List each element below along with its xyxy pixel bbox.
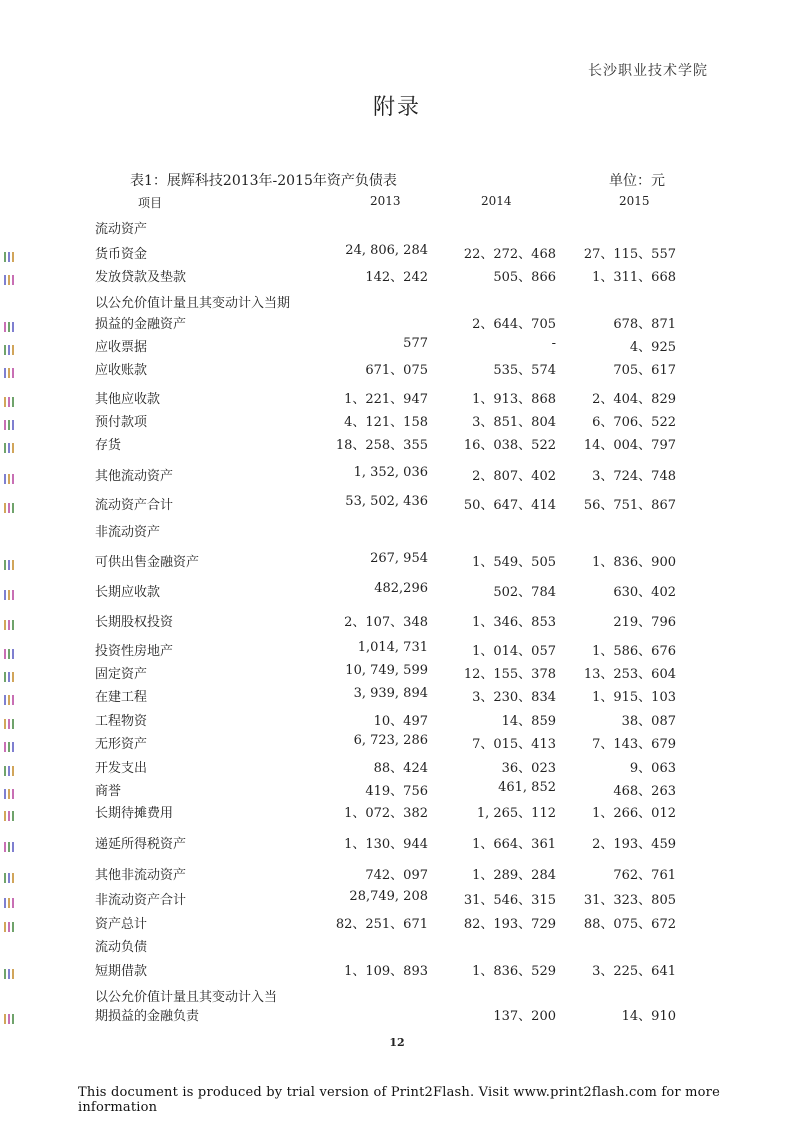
- table-unit: 单位：元: [609, 173, 665, 189]
- cell-v14: 1、664、361: [472, 837, 556, 852]
- cell-v14: 50、647、414: [463, 498, 556, 513]
- table-row: [0, 388, 794, 408]
- cell-v15: 4、925: [629, 340, 676, 355]
- row-label: 以公允价值计量且其变动计入当: [95, 990, 278, 1005]
- table-row: [0, 359, 794, 379]
- cell-v14: 1、836、529: [472, 964, 556, 979]
- cell-v13: 1、221、947: [344, 392, 428, 407]
- margin-artifact: [4, 363, 22, 373]
- margin-artifact: [4, 761, 22, 771]
- table-row: [0, 292, 794, 312]
- cell-v13: 4、121、158: [344, 415, 428, 430]
- cell-v14: 535、574: [493, 363, 556, 378]
- cell-v15: 1、836、900: [592, 555, 676, 570]
- cell-v14: -: [551, 336, 556, 351]
- table-row: [0, 889, 794, 909]
- row-label: 应收票据: [95, 340, 148, 355]
- cell-v15: 6、706、522: [592, 415, 676, 430]
- cell-v13: 3, 939, 894: [353, 686, 428, 701]
- row-label: 非流动资产: [95, 525, 161, 540]
- cell-v13: 18、258、355: [335, 438, 428, 453]
- margin-artifact: [4, 498, 22, 508]
- cell-v14: 14、859: [501, 714, 556, 729]
- cell-v14: 1, 265、112: [476, 806, 556, 821]
- row-label: 货币资金: [95, 247, 148, 262]
- cell-v15: 1、311、668: [592, 270, 676, 285]
- header-institution: 长沙职业技术学院: [588, 63, 708, 79]
- margin-artifact: [4, 737, 22, 747]
- cell-v14: 137、200: [493, 1009, 556, 1024]
- table-row: [0, 551, 794, 571]
- cell-v15: 1、586、676: [592, 644, 676, 659]
- cell-v14: 1、014、057: [472, 644, 556, 659]
- cell-v15: 88、075、672: [583, 917, 676, 932]
- table-row: [0, 494, 794, 514]
- cell-v14: 2、807、402: [472, 469, 556, 484]
- cell-v13: 88、424: [373, 761, 428, 776]
- table-row: [0, 757, 794, 777]
- cell-v15: 1、266、012: [592, 806, 676, 821]
- table-row: [0, 936, 794, 956]
- cell-v15: 27、115、557: [583, 247, 676, 262]
- margin-artifact: [4, 469, 22, 479]
- row-label: 递延所得税资产: [95, 837, 187, 852]
- row-label: 无形资产: [95, 737, 148, 752]
- cell-v15: 9、063: [629, 761, 676, 776]
- table-row: [0, 611, 794, 631]
- cell-v14: 2、644、705: [472, 317, 556, 332]
- cell-v13: 742、097: [365, 868, 428, 883]
- table-row: [0, 434, 794, 454]
- cell-v15: 31、323、805: [583, 893, 676, 908]
- row-label: 短期借款: [95, 964, 148, 979]
- cell-v15: 468、263: [613, 784, 676, 799]
- margin-artifact: [4, 317, 22, 327]
- column-header-2015: 2015: [619, 194, 650, 208]
- margin-artifact: [4, 615, 22, 625]
- table-row: [0, 802, 794, 822]
- margin-artifact: [4, 392, 22, 402]
- cell-v14: 22、272、468: [463, 247, 556, 262]
- cell-v15: 678、871: [613, 317, 676, 332]
- table-row: [0, 411, 794, 431]
- table-row: [0, 686, 794, 706]
- trial-footer: This document is produced by trial version of Print2Flash. Visit www.print2flash.com for more information: [78, 1085, 720, 1115]
- table-row: [0, 581, 794, 601]
- cell-v15: 14、910: [621, 1009, 676, 1024]
- cell-v15: 1、915、103: [592, 690, 676, 705]
- cell-v13: 419、756: [365, 784, 428, 799]
- row-label: 长期待摊费用: [95, 806, 174, 821]
- row-label: 以公允价值计量且其变动计入当期: [95, 296, 291, 311]
- cell-v13: 142、242: [365, 270, 428, 285]
- margin-artifact: [4, 270, 22, 280]
- cell-v14: 502、784: [493, 585, 556, 600]
- cell-v15: 219、796: [613, 615, 676, 630]
- cell-v13: 1、109、893: [344, 964, 428, 979]
- cell-v14: 1、913、868: [472, 392, 556, 407]
- table-row: [0, 1005, 794, 1025]
- cell-v15: 2、193、459: [592, 837, 676, 852]
- cell-v14: 12、155、378: [463, 667, 556, 682]
- row-label: 非流动资产合计: [95, 893, 187, 908]
- row-label: 开发支出: [95, 761, 148, 776]
- margin-artifact: [4, 893, 22, 903]
- cell-v15: 762、761: [613, 868, 676, 883]
- cell-v13: 53, 502, 436: [345, 494, 428, 509]
- table-row: [0, 465, 794, 485]
- margin-artifact: [4, 690, 22, 700]
- cell-v15: 14、004、797: [583, 438, 676, 453]
- row-label: 损益的金融资产: [95, 317, 187, 332]
- row-label: 固定资产: [95, 667, 148, 682]
- row-label: 可供出售金融资产: [95, 555, 200, 570]
- table-row: [0, 986, 794, 1006]
- cell-v13: 10、497: [373, 714, 428, 729]
- page-number: 12: [389, 1036, 405, 1049]
- cell-v14: 82、193、729: [463, 917, 556, 932]
- cell-v15: 630、402: [613, 585, 676, 600]
- margin-artifact: [4, 806, 22, 816]
- cell-v13: 2、107、348: [344, 615, 428, 630]
- margin-artifact: [4, 644, 22, 654]
- row-label: 其他流动资产: [95, 469, 174, 484]
- row-label: 长期股权投资: [95, 615, 174, 630]
- table-row: [0, 243, 794, 263]
- cell-v14: 461, 852: [498, 780, 556, 795]
- margin-artifact: [4, 784, 22, 794]
- table-row: [0, 710, 794, 730]
- table-row: [0, 833, 794, 853]
- table-row: [0, 218, 794, 238]
- cell-v15: 3、225、641: [592, 964, 676, 979]
- cell-v13: 10, 749, 599: [345, 663, 428, 678]
- cell-v13: 267, 954: [370, 551, 428, 566]
- row-label: 工程物资: [95, 714, 148, 729]
- table-row: [0, 780, 794, 800]
- cell-v15: 13、253、604: [583, 667, 676, 682]
- margin-artifact: [4, 438, 22, 448]
- margin-artifact: [4, 837, 22, 847]
- row-label: 流动负债: [95, 940, 148, 955]
- margin-artifact: [4, 917, 22, 927]
- table-row: [0, 913, 794, 933]
- margin-artifact: [4, 1009, 22, 1019]
- margin-artifact: [4, 415, 22, 425]
- cell-v14: 505、866: [493, 270, 556, 285]
- cell-v15: 3、724、748: [592, 469, 676, 484]
- column-header-2013: 2013: [370, 194, 401, 208]
- cell-v13: 24, 806, 284: [345, 243, 428, 258]
- page-title: 附录: [372, 95, 421, 120]
- column-header-item: 项目: [138, 196, 163, 210]
- table-row: [0, 313, 794, 333]
- table-row: [0, 663, 794, 683]
- table-row: [0, 733, 794, 753]
- cell-v15: 705、617: [613, 363, 676, 378]
- cell-v13: 1,014, 731: [357, 640, 428, 655]
- cell-v13: 6, 723, 286: [353, 733, 428, 748]
- cell-v15: 56、751、867: [583, 498, 676, 513]
- margin-artifact: [4, 340, 22, 350]
- cell-v14: 31、546、315: [463, 893, 556, 908]
- margin-artifact: [4, 964, 22, 974]
- cell-v13: 1, 352, 036: [353, 465, 428, 480]
- table-row: [0, 960, 794, 980]
- table-row: [0, 336, 794, 356]
- cell-v13: 482,296: [374, 581, 428, 596]
- row-label: 其他应收款: [95, 392, 161, 407]
- cell-v15: 2、404、829: [592, 392, 676, 407]
- cell-v15: 7、143、679: [592, 737, 676, 752]
- row-label: 长期应收款: [95, 585, 161, 600]
- row-label: 流动资产: [95, 222, 148, 237]
- cell-v15: 38、087: [621, 714, 676, 729]
- row-label: 应收账款: [95, 363, 148, 378]
- cell-v13: 28,749, 208: [349, 889, 428, 904]
- table-row: [0, 640, 794, 660]
- table-row: [0, 521, 794, 541]
- margin-artifact: [4, 555, 22, 565]
- cell-v14: 3、230、834: [472, 690, 556, 705]
- table-row: [0, 266, 794, 286]
- margin-artifact: [4, 667, 22, 677]
- cell-v14: 7、015、413: [472, 737, 556, 752]
- cell-v13: 82、251、671: [335, 917, 428, 932]
- column-header-2014: 2014: [481, 194, 512, 208]
- row-label: 发放贷款及垫款: [95, 270, 187, 285]
- row-label: 其他非流动资产: [95, 868, 187, 883]
- table-row: [0, 864, 794, 884]
- cell-v14: 1、289、284: [472, 868, 556, 883]
- row-label: 期损益的金融负责: [95, 1009, 200, 1024]
- cell-v14: 36、023: [501, 761, 556, 776]
- cell-v14: 3、851、804: [472, 415, 556, 430]
- margin-artifact: [4, 714, 22, 724]
- row-label: 在建工程: [95, 690, 148, 705]
- margin-artifact: [4, 868, 22, 878]
- cell-v13: 1、072、382: [344, 806, 428, 821]
- cell-v13: 1、130、944: [344, 837, 428, 852]
- row-label: 存货: [95, 438, 122, 453]
- row-label: 资产总计: [95, 917, 148, 932]
- margin-artifact: [4, 585, 22, 595]
- cell-v13: 671、075: [365, 363, 428, 378]
- margin-artifact: [4, 247, 22, 257]
- table-caption: 表1：展辉科技2013年-2015年资产负债表: [130, 173, 397, 189]
- row-label: 流动资产合计: [95, 498, 174, 513]
- cell-v14: 16、038、522: [463, 438, 556, 453]
- row-label: 预付款项: [95, 415, 148, 430]
- cell-v14: 1、549、505: [472, 555, 556, 570]
- row-label: 投资性房地产: [95, 644, 174, 659]
- cell-v14: 1、346、853: [472, 615, 556, 630]
- row-label: 商誉: [95, 784, 122, 799]
- cell-v13: 577: [403, 336, 428, 351]
